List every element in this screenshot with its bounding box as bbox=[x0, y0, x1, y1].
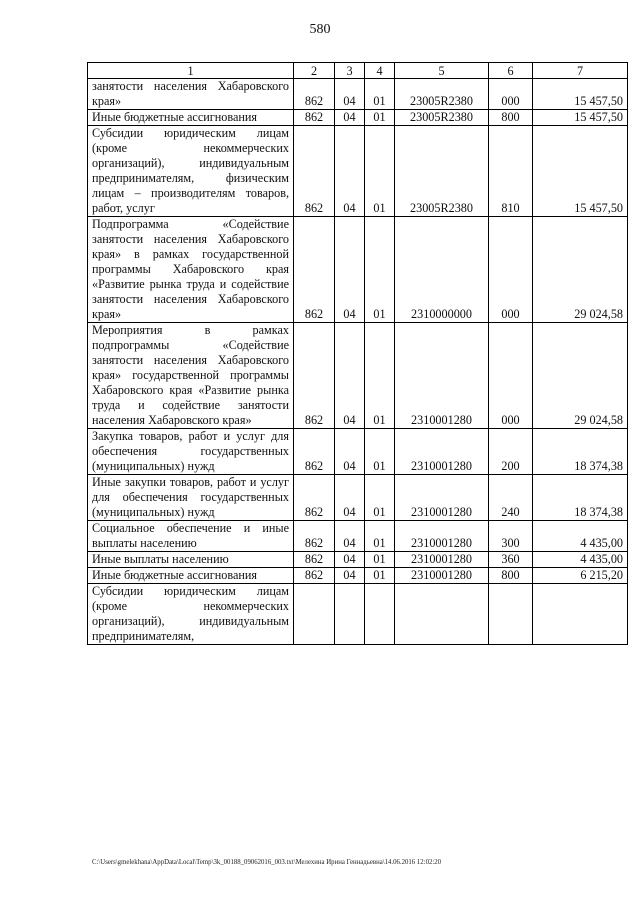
table-row bbox=[88, 217, 628, 323]
expense-type-cell: 800 bbox=[489, 110, 533, 126]
column-header: 2 bbox=[294, 63, 335, 79]
amount-cell: 18 374,38 bbox=[533, 429, 628, 475]
expense-type-cell: 810 bbox=[489, 126, 533, 217]
table-row bbox=[88, 475, 628, 521]
target-article-cell: 2310000000 bbox=[395, 217, 489, 323]
admin-code-cell: 862 bbox=[294, 475, 335, 521]
subsection-cell: 01 bbox=[365, 429, 395, 475]
section-cell: 04 bbox=[335, 429, 365, 475]
table-body bbox=[88, 79, 628, 645]
target-article-cell: 2310001280 bbox=[395, 475, 489, 521]
column-header: 4 bbox=[365, 63, 395, 79]
row-name-cell: Субсидии юридическим лицам (кроме некоммерческих организаций), индивидуальным предпринимателям, bbox=[88, 584, 294, 645]
subsection-cell: 01 bbox=[365, 126, 395, 217]
row-name-cell: Закупка товаров, работ и услуг для обеспечения государственных (муниципальных) нужд bbox=[88, 429, 294, 475]
table-row bbox=[88, 429, 628, 475]
table-row bbox=[88, 323, 628, 429]
admin-code-cell: 862 bbox=[294, 126, 335, 217]
section-cell: 04 bbox=[335, 552, 365, 568]
admin-code-cell: 862 bbox=[294, 323, 335, 429]
expense-type-cell: 000 bbox=[489, 79, 533, 110]
amount-cell bbox=[533, 584, 628, 645]
page-number: 580 bbox=[309, 22, 331, 37]
subsection-cell: 01 bbox=[365, 475, 395, 521]
column-header: 7 bbox=[533, 63, 628, 79]
amount-cell: 15 457,50 bbox=[533, 110, 628, 126]
expense-type-cell: 360 bbox=[489, 552, 533, 568]
admin-code-cell: 862 bbox=[294, 521, 335, 552]
admin-code-cell: 862 bbox=[294, 110, 335, 126]
table-row bbox=[88, 521, 628, 552]
subsection-cell: 01 bbox=[365, 79, 395, 110]
column-header: 1 bbox=[88, 63, 294, 79]
section-cell: 04 bbox=[335, 568, 365, 584]
column-header: 6 bbox=[489, 63, 533, 79]
row-name-cell: Иные бюджетные ассигнования bbox=[88, 110, 294, 126]
amount-cell: 6 215,20 bbox=[533, 568, 628, 584]
subsection-cell: 01 bbox=[365, 323, 395, 429]
column-header: 5 bbox=[395, 63, 489, 79]
expense-type-cell: 800 bbox=[489, 568, 533, 584]
expense-type-cell: 200 bbox=[489, 429, 533, 475]
row-name-cell: Иные выплаты населению bbox=[88, 552, 294, 568]
expense-type-cell: 300 bbox=[489, 521, 533, 552]
amount-cell: 29 024,58 bbox=[533, 217, 628, 323]
target-article-cell: 2310001280 bbox=[395, 323, 489, 429]
row-name-cell: Субсидии юридическим лицам (кроме некоммерческих организаций), индивидуальным предпринимателям, физическим лицам – производителям товаров, работ, услуг bbox=[88, 126, 294, 217]
amount-cell: 4 435,00 bbox=[533, 552, 628, 568]
row-name-cell: занятости населения Хабаровского края» bbox=[88, 79, 294, 110]
row-name-cell: Иные бюджетные ассигнования bbox=[88, 568, 294, 584]
section-cell bbox=[335, 584, 365, 645]
table-row bbox=[88, 126, 628, 217]
target-article-cell: 2310001280 bbox=[395, 521, 489, 552]
target-article-cell: 2310001280 bbox=[395, 568, 489, 584]
section-cell: 04 bbox=[335, 521, 365, 552]
file-path-footer: C:\Users\gmelekhana\AppData\Local\Temp\3k_00188_09062016_003.txt\Мелехина Ирина Геннадьевна\14.06.2016 12:02:20 bbox=[92, 859, 442, 866]
target-article-cell bbox=[395, 584, 489, 645]
target-article-cell: 2310001280 bbox=[395, 429, 489, 475]
target-article-cell: 23005R2380 bbox=[395, 79, 489, 110]
section-cell: 04 bbox=[335, 323, 365, 429]
table-row bbox=[88, 110, 628, 126]
subsection-cell: 01 bbox=[365, 110, 395, 126]
column-header: 3 bbox=[335, 63, 365, 79]
amount-cell: 15 457,50 bbox=[533, 79, 628, 110]
amount-cell: 15 457,50 bbox=[533, 126, 628, 217]
row-name-cell: Подпрограмма «Содействие занятости населения Хабаровского края» в рамках государственной программы Хабаровского края «Развитие рынка труда и содействие занятости населения Хабаровского края» bbox=[88, 217, 294, 323]
subsection-cell: 01 bbox=[365, 568, 395, 584]
admin-code-cell: 862 bbox=[294, 568, 335, 584]
admin-code-cell: 862 bbox=[294, 217, 335, 323]
table-row bbox=[88, 584, 628, 645]
section-cell: 04 bbox=[335, 475, 365, 521]
expense-type-cell: 240 bbox=[489, 475, 533, 521]
table-row bbox=[88, 552, 628, 568]
amount-cell: 4 435,00 bbox=[533, 521, 628, 552]
row-name-cell: Социальное обеспечение и иные выплаты населению bbox=[88, 521, 294, 552]
subsection-cell: 01 bbox=[365, 552, 395, 568]
admin-code-cell: 862 bbox=[294, 552, 335, 568]
section-cell: 04 bbox=[335, 217, 365, 323]
row-name-cell: Иные закупки товаров, работ и услуг для обеспечения государственных (муниципальных) нужд bbox=[88, 475, 294, 521]
amount-cell: 29 024,58 bbox=[533, 323, 628, 429]
target-article-cell: 23005R2380 bbox=[395, 110, 489, 126]
expense-type-cell bbox=[489, 584, 533, 645]
subsection-cell bbox=[365, 584, 395, 645]
section-cell: 04 bbox=[335, 126, 365, 217]
admin-code-cell: 862 bbox=[294, 429, 335, 475]
expense-type-cell: 000 bbox=[489, 217, 533, 323]
section-cell: 04 bbox=[335, 110, 365, 126]
subsection-cell: 01 bbox=[365, 217, 395, 323]
expense-type-cell: 000 bbox=[489, 323, 533, 429]
amount-cell: 18 374,38 bbox=[533, 475, 628, 521]
target-article-cell: 2310001280 bbox=[395, 552, 489, 568]
table-header-row bbox=[88, 63, 628, 79]
subsection-cell: 01 bbox=[365, 521, 395, 552]
budget-table bbox=[87, 62, 628, 645]
admin-code-cell: 862 bbox=[294, 79, 335, 110]
target-article-cell: 23005R2380 bbox=[395, 126, 489, 217]
admin-code-cell bbox=[294, 584, 335, 645]
section-cell: 04 bbox=[335, 79, 365, 110]
row-name-cell: Мероприятия в рамках подпрограммы «Содействие занятости населения Хабаровского края» государственной программы Хабаровского края «Развитие рынка труда и содействие занятости населения Хабаровского края» bbox=[88, 323, 294, 429]
table-row bbox=[88, 568, 628, 584]
table-row bbox=[88, 79, 628, 110]
